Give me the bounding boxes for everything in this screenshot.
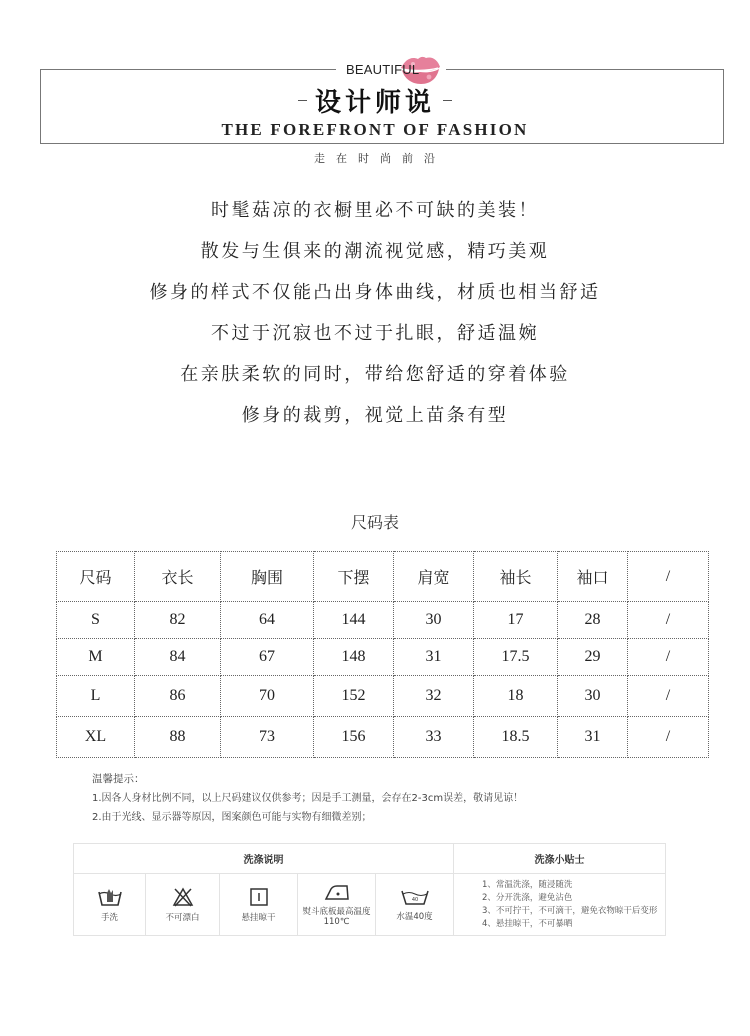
care-symbol — [220, 874, 298, 936]
badge-text: BEAUTIFUL — [346, 62, 420, 77]
table-cell: / — [628, 717, 709, 758]
wash-40-icon — [400, 888, 430, 906]
table-cell: L — [57, 676, 135, 717]
description — [0, 196, 750, 442]
tub-temperature: 40 — [411, 896, 418, 903]
care-tips-title: 洗涤小贴士 — [454, 844, 666, 874]
table-cell: 148 — [314, 639, 394, 676]
table-cell: 18 — [474, 676, 558, 717]
care-symbol — [376, 874, 454, 936]
care-symbol-label: 悬挂晾干 — [241, 912, 276, 923]
header-cell: 胸围 — [221, 552, 314, 602]
care-symbol-label: 水温40度 — [396, 911, 433, 922]
table-cell: XL — [57, 717, 135, 758]
header-cell: 袖长 — [474, 552, 558, 602]
description-line: 修身的样式不仅能凸出身体曲线，材质也相当舒适 — [149, 282, 601, 303]
title-dash-left — [298, 100, 307, 102]
table-cell: 31 — [558, 717, 628, 758]
table-cell: / — [628, 602, 709, 639]
care-header — [74, 844, 666, 874]
tips-item: 2.由于光线、显示器等原因，图案颜色可能与实物有细微差别； — [92, 812, 372, 823]
table-cell: 18.5 — [474, 717, 558, 758]
description-line: 时髦菇凉的衣橱里必不可缺的美装！ — [211, 200, 539, 221]
table-cell: 30 — [394, 602, 474, 639]
care-symbol — [298, 874, 376, 936]
header-cell: 尺码 — [57, 552, 135, 602]
hand-wash-icon — [97, 887, 123, 907]
table-cell: 33 — [394, 717, 474, 758]
table-cell: 17.5 — [474, 639, 558, 676]
tips-title: 温馨提示： — [92, 773, 145, 785]
table-cell: 17 — [474, 602, 558, 639]
table-row — [57, 639, 709, 676]
title-dash-right — [443, 100, 452, 102]
care-advice-item: 4、悬挂晾干，不可暴晒 — [482, 918, 573, 929]
cn-subtitle: 走在时尚前沿 — [314, 152, 446, 165]
size-table-header — [57, 552, 709, 602]
tips — [92, 770, 523, 827]
size-table — [56, 551, 709, 758]
header-cell: 衣长 — [135, 552, 221, 602]
description-line: 不过于沉寂也不过于扎眼，舒适温婉 — [211, 323, 539, 344]
header-cell: 下摆 — [314, 552, 394, 602]
table-cell: 156 — [314, 717, 394, 758]
care-advice-item: 1、常温洗涤，随浸随洗 — [482, 879, 573, 890]
care-symbol-label: 手洗 — [100, 912, 118, 923]
header-cell: 袖口 — [558, 552, 628, 602]
description-line: 散发与生俱来的潮流视觉感，精巧美观 — [200, 241, 550, 262]
page-title: 设计师说 — [314, 88, 435, 118]
care-symbol — [146, 874, 220, 936]
care-instructions-title: 洗涤说明 — [74, 844, 454, 874]
table-row — [57, 602, 709, 639]
size-table-caption: 尺码表 — [350, 513, 399, 532]
table-cell: 70 — [221, 676, 314, 717]
table-cell: M — [57, 639, 135, 676]
table-cell: 31 — [394, 639, 474, 676]
table-row — [57, 676, 709, 717]
table-cell: 67 — [221, 639, 314, 676]
table-cell: / — [628, 639, 709, 676]
table-row — [57, 717, 709, 758]
iron-icon — [323, 883, 351, 901]
header-cell: 肩宽 — [394, 552, 474, 602]
table-cell: / — [628, 676, 709, 717]
table-cell: 88 — [135, 717, 221, 758]
care-table — [73, 843, 666, 936]
table-cell: 152 — [314, 676, 394, 717]
table-cell: 30 — [558, 676, 628, 717]
header-cell: / — [628, 552, 709, 602]
care-symbol-label: 熨斗底板最高温度110℃ — [302, 906, 371, 927]
title-row — [0, 82, 750, 119]
table-cell: S — [57, 602, 135, 639]
care-advice — [454, 874, 666, 936]
table-cell: 64 — [221, 602, 314, 639]
table-cell: 32 — [394, 676, 474, 717]
tips-item: 1.因各人身材比例不同，以上尺码建议仅供参考；因是手工测量，会存在2-3cm误差，敬请见谅！ — [92, 793, 524, 804]
care-symbol-label: 不可漂白 — [165, 912, 200, 923]
subtitle: THE FOREFRONT OF FASHION — [221, 120, 529, 139]
table-cell: 82 — [135, 602, 221, 639]
care-body — [74, 874, 666, 936]
table-cell: 28 — [558, 602, 628, 639]
care-symbol — [74, 874, 146, 936]
table-cell: 144 — [314, 602, 394, 639]
no-bleach-icon — [172, 887, 194, 907]
hang-dry-icon — [249, 887, 269, 907]
table-cell: 84 — [135, 639, 221, 676]
description-line: 在亲肤柔软的同时，带给您舒适的穿着体验 — [180, 364, 570, 385]
table-cell: 86 — [135, 676, 221, 717]
care-advice-item: 2、分开洗涤，避免沾色 — [482, 892, 573, 903]
table-cell: 73 — [221, 717, 314, 758]
description-line: 修身的裁剪，视觉上苗条有型 — [241, 405, 509, 426]
table-cell: 29 — [558, 639, 628, 676]
care-advice-item: 3、不可拧干，不可滴干，避免衣物晾干后变形 — [482, 905, 658, 916]
